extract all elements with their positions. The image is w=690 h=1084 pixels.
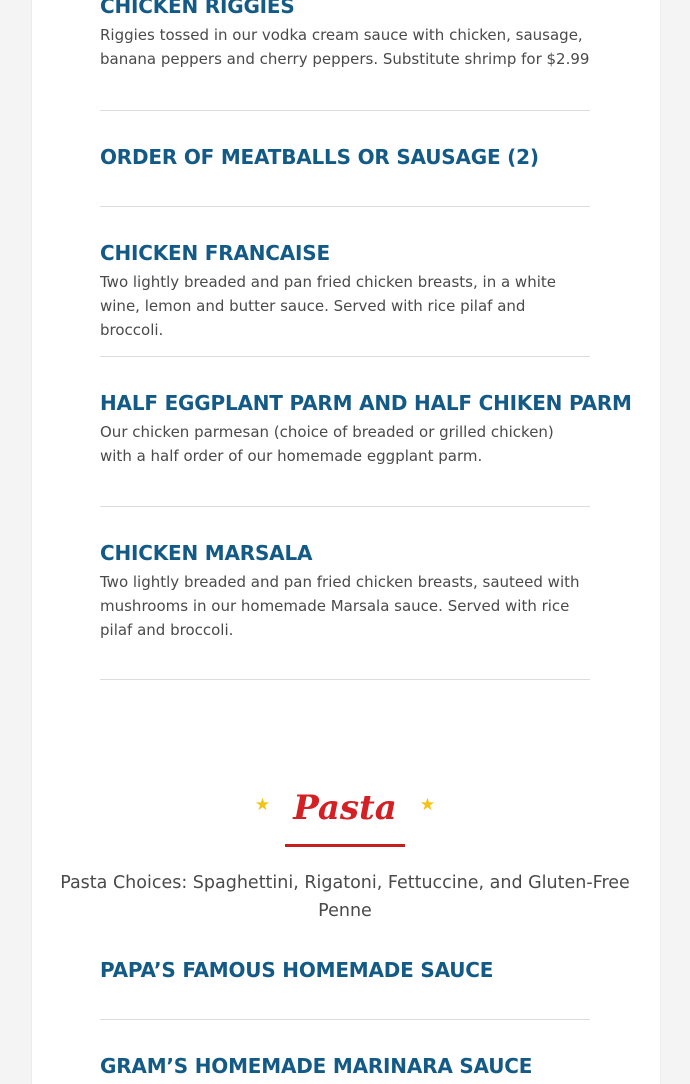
menu-item-title: ORDER OF MEATBALLS OR SAUSAGE (2): [100, 145, 539, 169]
item-divider: [100, 206, 590, 207]
menu-item-papas-famous-homemade-sauce: [100, 958, 590, 982]
pasta-section-header: [0, 784, 690, 832]
menu-item-half-eggplant-half-chicken-parm: [100, 391, 632, 468]
item-divider: [100, 506, 590, 507]
menu-item-title: GRAM’S HOMEMADE MARINARA SAUCE: [100, 1054, 533, 1078]
menu-item-chicken-francaise: [100, 241, 590, 342]
item-divider: [100, 679, 590, 680]
menu-item-chicken-marsala: [100, 541, 590, 642]
section-title: Pasta: [293, 788, 397, 828]
menu-item-title: CHICKEN FRANCAISE: [100, 241, 330, 265]
menu-item-chicken-riggies: [100, 0, 590, 71]
item-divider: [100, 356, 590, 357]
menu-item-title: CHICKEN MARSALA: [100, 541, 313, 565]
menu-item-title: CHICKEN RIGGIES: [100, 0, 295, 18]
star-icon: ★: [254, 795, 271, 815]
star-icon: ★: [419, 795, 436, 815]
item-divider: [100, 1019, 590, 1020]
menu-item-description: Two lightly breaded and pan fried chicken breasts, in a white wine, lemon and butter sauce. Served with rice pilaf and broccoli.: [100, 273, 556, 339]
menu-item-description: Our chicken parmesan (choice of breaded or grilled chicken) with a half order of our homemade eggplant parm.: [100, 423, 554, 465]
menu-item-description: Two lightly breaded and pan fried chicken breasts, sauteed with mushrooms in our homemade Marsala sauce. Served with rice pilaf and broccoli.: [100, 573, 580, 639]
section-title-underline: [285, 844, 405, 847]
menu-item-grams-homemade-marinara-sauce: [100, 1054, 590, 1078]
menu-item-title: PAPA’S FAMOUS HOMEMADE SAUCE: [100, 958, 494, 982]
pasta-choices-note: Pasta Choices: Spaghettini, Rigatoni, Fettuccine, and Gluten-Free Penne: [60, 873, 630, 921]
item-divider: [100, 110, 590, 111]
menu-item-title: HALF EGGPLANT PARM AND HALF CHIKEN PARM: [100, 391, 632, 415]
menu-item-meatballs-or-sausage: [100, 145, 590, 169]
menu-item-description: Riggies tossed in our vodka cream sauce with chicken, sausage, banana peppers and cherry peppers. Substitute shrimp for $2.99: [100, 26, 590, 68]
